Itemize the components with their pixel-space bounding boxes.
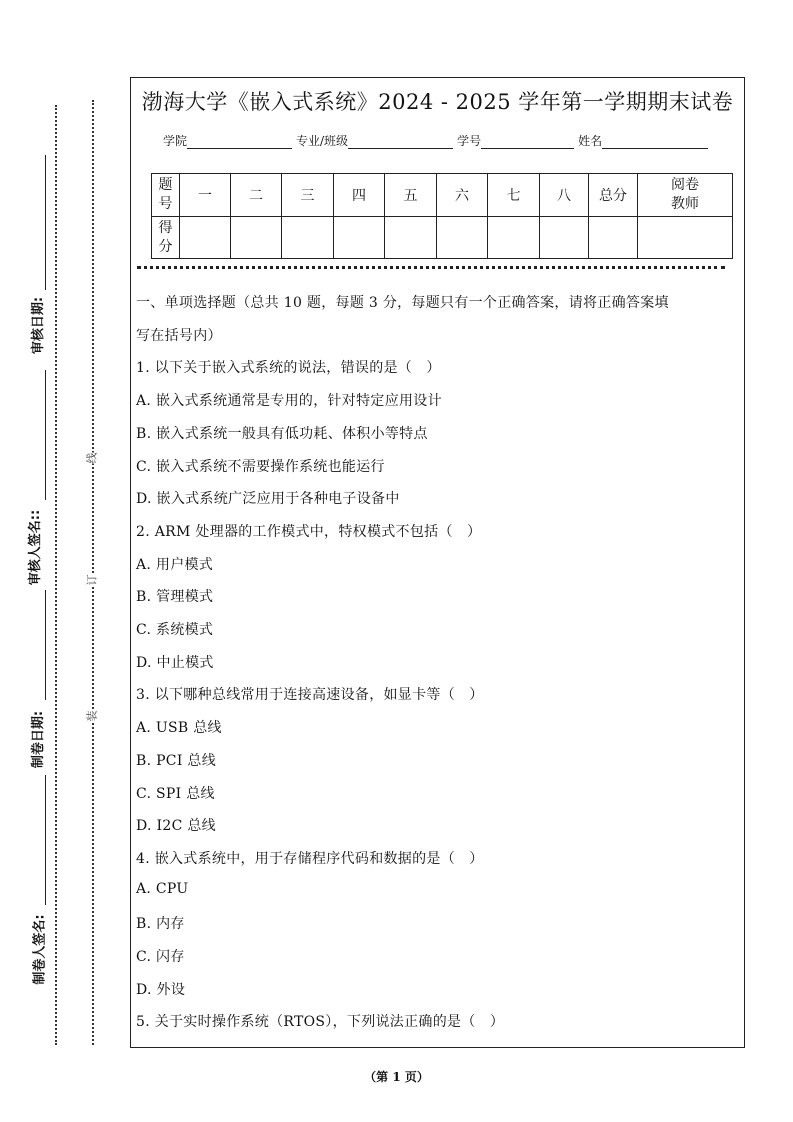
answer-option: A. 嵌入式系统通常是专用的，针对特定应用设计 (136, 393, 442, 410)
answer-option: B. 嵌入式系统一般具有低功耗、体积小等特点 (136, 425, 428, 442)
col-header: 七 (488, 174, 540, 217)
answer-option: C. 嵌入式系统不需要操作系统也能运行 (136, 458, 385, 475)
answer-option: A. USB 总线 (136, 720, 222, 737)
name-label: 姓名 (578, 134, 603, 148)
score-table (151, 173, 733, 259)
row-label: 题号 (152, 174, 180, 217)
col-header: 八 (540, 174, 589, 217)
name-field[interactable] (602, 134, 708, 149)
answer-option: A. CPU (136, 880, 189, 897)
question-number-row (152, 174, 733, 217)
score-cell[interactable] (540, 217, 589, 259)
maker-sign-label: 制卷人签名: (32, 914, 48, 985)
question-stem: 3. 以下哪种总线常用于连接高速设备，如显卡等（ ） (136, 687, 484, 704)
score-cell[interactable] (180, 217, 231, 259)
major-class-label: 专业/班级 (296, 134, 349, 148)
line-mark: 线 (85, 452, 99, 464)
answer-option: D. 外设 (136, 981, 186, 998)
student-id-label: 学号 (457, 134, 482, 148)
question-stem: 1. 以下关于嵌入式系统的说法，错误的是（ ） (136, 360, 441, 377)
col-header: 阅卷教师 (638, 174, 733, 217)
college-field[interactable] (187, 134, 292, 149)
major-class-field[interactable] (348, 134, 453, 149)
student-info-fields (163, 132, 712, 149)
col-header: 四 (334, 174, 385, 217)
answer-option: C. SPI 总线 (136, 785, 215, 802)
section-heading: 写在括号内） (136, 327, 222, 344)
score-cell[interactable] (488, 217, 540, 259)
score-cell[interactable] (231, 217, 282, 259)
bind-mark: 装 (85, 710, 99, 722)
score-cell[interactable] (589, 217, 638, 259)
col-header: 总分 (589, 174, 638, 217)
maker-sign-line (45, 775, 46, 905)
score-cell[interactable] (334, 217, 385, 259)
reviewer-sign-line (45, 370, 46, 500)
answer-option: D. I2C 总线 (136, 818, 216, 835)
make-date-line (45, 590, 46, 700)
question-stem: 5. 关于实时操作系统（RTOS），下列说法正确的是（ ） (136, 1014, 505, 1031)
col-header: 三 (282, 174, 334, 217)
section-heading: 一、单项选择题（总共 10 题，每题 3 分，每题只有一个正确答案，请将正确答案填 (136, 295, 669, 311)
binding-dotted-line-inner (92, 100, 94, 1045)
score-row (152, 217, 733, 259)
col-header: 五 (385, 174, 437, 217)
score-cell[interactable] (437, 217, 488, 259)
question-stem: 4. 嵌入式系统中，用于存储程序代码和数据的是（ ） (136, 850, 484, 867)
staple-mark: 订 (85, 574, 99, 586)
answer-option: B. PCI 总线 (136, 752, 217, 769)
col-header: 六 (437, 174, 488, 217)
review-date-line (45, 155, 46, 290)
answer-option: A. 用户模式 (136, 556, 214, 573)
binding-dotted-line-outer (55, 105, 57, 1045)
review-date-label: 审核日期: (31, 296, 47, 355)
question-stem: 2. ARM 处理器的工作模式中，特权模式不包括（ ） (136, 523, 482, 540)
make-date-label: 制卷日期: (31, 710, 47, 769)
score-cell[interactable] (282, 217, 334, 259)
score-cell[interactable] (638, 217, 733, 259)
answer-option: C. 闪存 (136, 949, 185, 965)
answer-option: B. 管理模式 (136, 589, 214, 606)
student-id-field[interactable] (481, 134, 574, 149)
header-separator (137, 266, 725, 269)
col-header: 一 (180, 174, 231, 217)
exam-title: 渤海大学《嵌入式系统》2024 - 2025 学年第一学期期末试卷 (141, 90, 734, 114)
college-label: 学院 (163, 134, 188, 148)
answer-option: D. 中止模式 (136, 654, 214, 671)
reviewer-sign-label: 审核人签名:: (28, 509, 44, 586)
answer-option: D. 嵌入式系统广泛应用于各种电子设备中 (136, 491, 400, 508)
page-number: （第 1 页） (364, 1070, 429, 1084)
answer-option: B. 内存 (136, 916, 185, 933)
col-header: 二 (231, 174, 282, 217)
score-cell[interactable] (385, 217, 437, 259)
row-label: 得分 (152, 217, 180, 259)
answer-option: C. 系统模式 (136, 622, 214, 638)
